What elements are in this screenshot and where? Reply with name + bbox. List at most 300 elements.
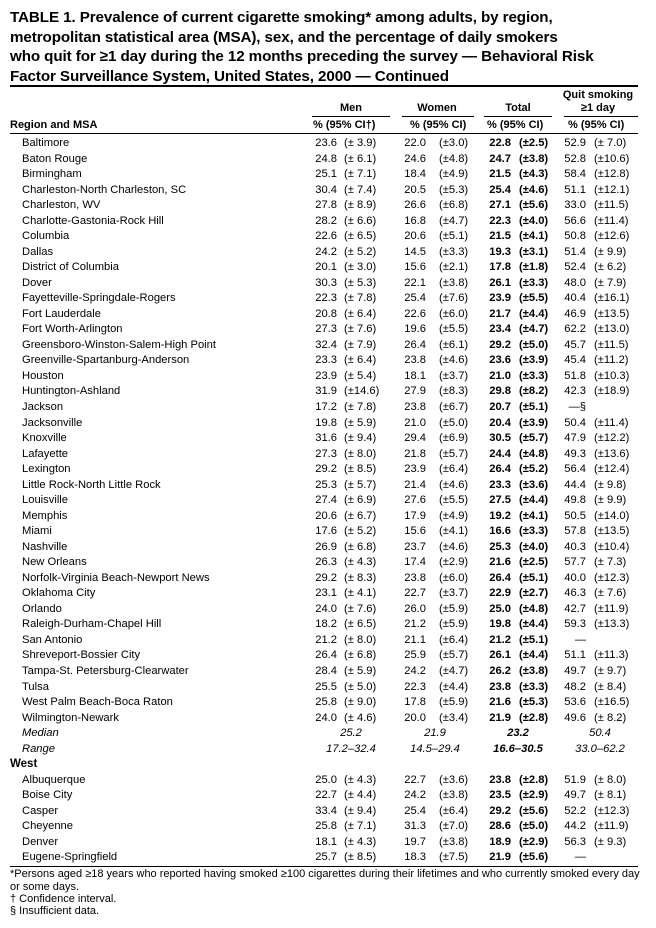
total-ci: (±2.9) — [519, 789, 549, 802]
total-ci: (±5.1) — [519, 571, 549, 584]
table-row — [0, 524, 656, 540]
men-value: 25.1 — [315, 168, 337, 181]
quit-ci: (± 6.2) — [594, 261, 627, 274]
total-ci: (±3.3) — [519, 680, 549, 693]
women-value: 17.8 — [404, 696, 426, 709]
total-value: 28.6 — [489, 820, 511, 833]
quit-ci: (±10.4) — [594, 540, 630, 553]
men-ci: (± 8.9) — [344, 199, 377, 212]
quit-value: 44.4 — [564, 478, 586, 491]
total-value: 19.8 — [489, 618, 511, 631]
men-value: 27.3 — [315, 447, 337, 460]
total-ci: (±4.7) — [519, 323, 549, 336]
table-row — [0, 338, 656, 354]
quit-value: 45.4 — [564, 354, 586, 367]
women-value: 15.6 — [404, 525, 426, 538]
subheader-women: % (95% CI) — [410, 119, 467, 131]
quit-ci: (± 7.9) — [594, 276, 627, 289]
men-ci: (± 6.6) — [344, 214, 377, 227]
row-label: Little Rock-North Little Rock — [22, 478, 161, 491]
quit-value: 50.5 — [564, 509, 586, 522]
men-value: 29.2 — [315, 463, 337, 476]
total-value: 18.9 — [489, 835, 511, 848]
quit-value: 52.9 — [564, 137, 586, 149]
total-value: 29.8 — [489, 385, 511, 398]
total-value: 22.3 — [489, 214, 511, 227]
row-label: Baltimore — [22, 137, 70, 149]
total-value: 26.1 — [489, 649, 511, 662]
quit-ci: (± 7.6) — [594, 587, 627, 600]
row-label: Nashville — [22, 540, 68, 553]
row-label: Louisville — [22, 494, 69, 507]
quit-value: 52.8 — [564, 152, 586, 165]
women-ci: (±4.6) — [439, 478, 469, 491]
total-ci: (±4.0) — [519, 540, 549, 553]
women-value: 18.4 — [404, 168, 426, 181]
bottom-rule — [10, 866, 638, 867]
quit-ci: (± 7.0) — [594, 137, 627, 149]
women-value: 24.2 — [404, 665, 426, 678]
quit-ci: (±12.3) — [594, 571, 630, 584]
women-ci: (±3.8) — [439, 276, 469, 289]
women-value: 25.4 — [404, 292, 426, 305]
men-ci: (± 6.5) — [344, 230, 377, 243]
quit-ci: (±13.5) — [594, 525, 630, 538]
summary-row — [0, 742, 656, 758]
women-value: 27.9 — [404, 385, 426, 398]
row-label: Huntington-Ashland — [22, 385, 121, 398]
total-value: 21.9 — [489, 851, 511, 864]
men-value: 30.4 — [315, 183, 337, 196]
total-ci: (±5.6) — [519, 199, 549, 212]
men-ci: (± 7.6) — [344, 323, 377, 336]
total-ci: (±4.3) — [519, 168, 549, 181]
title-line-4: Factor Surveillance System, United States, 2000 — Continued — [10, 67, 449, 85]
men-value: 26.9 — [315, 540, 337, 553]
women-ci: (±4.1) — [439, 525, 469, 538]
row-label: Greenville-Spartanburg-Anderson — [22, 354, 190, 367]
quit-value: 49.3 — [564, 447, 586, 460]
women-value: 14.5 — [404, 245, 426, 258]
men-ci: (± 9.4) — [344, 432, 377, 445]
total-value: 29.2 — [489, 338, 511, 351]
table-row — [0, 773, 656, 789]
men-value: 25.7 — [315, 851, 337, 864]
men-ci: (± 4.1) — [344, 587, 377, 600]
table-row — [0, 260, 656, 276]
table-row — [0, 276, 656, 292]
total-ci: (±5.1) — [519, 633, 549, 646]
quit-value: 50.8 — [564, 230, 586, 243]
women-ci: (±7.5) — [439, 851, 469, 864]
quit-ci: (±12.4) — [594, 463, 630, 476]
total-ci: (±2.9) — [519, 835, 549, 848]
women-value: 27.6 — [404, 494, 426, 507]
women-value: 22.0 — [404, 137, 426, 149]
subheader-men: % (95% CI†) — [313, 119, 376, 131]
quit-ci: (± 8.1) — [594, 789, 627, 802]
men-value: 23.9 — [315, 369, 337, 382]
total-ci: (±3.3) — [519, 525, 549, 538]
women-ci: (±4.6) — [439, 540, 469, 553]
women-value: 22.7 — [404, 773, 426, 786]
footnote-persons: *Persons aged ≥18 years who reported having smoked ≥100 cigarettes during their lifetimes and who currently smoked every day or some days. — [10, 868, 640, 893]
total-value: 21.0 — [489, 369, 511, 382]
women-ci: (±6.4) — [439, 633, 469, 646]
women-summary: 14.5–29.4 — [410, 742, 460, 755]
row-label: Greensboro-Winston-Salem-High Point — [22, 338, 216, 351]
men-value: 17.2 — [315, 401, 337, 413]
men-ci: (± 9.0) — [344, 696, 377, 709]
total-ci: (±3.3) — [519, 369, 549, 382]
row-label: Jacksonville — [22, 416, 83, 429]
col-header-men: Men — [340, 102, 362, 114]
total-value: 23.4 — [489, 323, 511, 336]
men-value: 23.6 — [315, 137, 337, 149]
table-row — [0, 198, 656, 214]
men-ci: (± 7.6) — [344, 602, 377, 615]
men-ci: (± 5.7) — [344, 478, 377, 491]
men-value: 28.4 — [315, 665, 337, 678]
total-value: 20.4 — [489, 416, 511, 429]
women-value: 15.6 — [404, 261, 426, 274]
total-value: 16.6 — [489, 525, 511, 538]
total-summary: 16.6–30.5 — [493, 742, 543, 755]
row-label: Orlando — [22, 602, 62, 615]
men-ci: (± 7.8) — [344, 292, 377, 305]
women-ci: (±6.4) — [439, 463, 469, 476]
quit-value: 40.0 — [564, 571, 586, 584]
footnote-confidence-interval: † Confidence interval. — [10, 893, 117, 905]
men-ci: (± 5.2) — [344, 245, 377, 258]
total-value: 24.4 — [489, 447, 511, 460]
women-ci: (±4.8) — [439, 152, 469, 165]
women-ci: (±3.3) — [439, 245, 469, 258]
women-ci: (±6.8) — [439, 199, 469, 212]
col-header-quit-line2: ≥1 day — [580, 102, 616, 114]
women-ci: (±4.7) — [439, 665, 469, 678]
quit-value: 53.6 — [564, 696, 586, 709]
quit-value: 51.1 — [564, 649, 586, 662]
row-label: Casper — [22, 804, 59, 817]
total-ci: (±4.4) — [519, 649, 549, 662]
women-ci: (±2.9) — [439, 556, 469, 569]
men-value: 21.2 — [315, 633, 337, 646]
men-value: 22.6 — [315, 230, 337, 243]
total-value: 21.2 — [489, 633, 511, 646]
total-ci: (±8.2) — [519, 385, 549, 398]
quit-ci: (±11.2) — [594, 354, 629, 367]
footnote-insufficient-data: § Insufficient data. — [10, 905, 100, 917]
total-ci: (±2.7) — [519, 587, 549, 600]
men-ci: (± 3.0) — [344, 261, 377, 274]
quit-value: —§ — [568, 401, 586, 413]
title-line-3: who quit for ≥1 day during the 12 months preceding the survey — Behavioral Risk — [10, 48, 594, 66]
men-ci: (± 5.3) — [344, 276, 377, 289]
men-value: 20.1 — [315, 261, 337, 274]
men-value: 19.8 — [315, 416, 337, 429]
table-row — [0, 416, 656, 432]
total-ci: (±5.0) — [519, 820, 549, 833]
total-value: 21.5 — [489, 168, 511, 181]
men-ci: (± 4.3) — [344, 556, 377, 569]
men-value: 24.2 — [315, 245, 337, 258]
quit-value: 56.3 — [564, 835, 586, 848]
quit-ci: (±13.6) — [594, 447, 630, 460]
quit-ci: (±12.8) — [594, 168, 630, 181]
men-ci: (± 6.8) — [344, 540, 377, 553]
table-row — [0, 711, 656, 727]
row-label: Range — [22, 742, 55, 755]
total-ci: (±5.5) — [519, 292, 549, 305]
men-ci: (± 4.4) — [344, 789, 377, 802]
quit-value: 52.2 — [564, 804, 586, 817]
quit-value: 47.9 — [564, 432, 586, 445]
women-ci: (±4.4) — [439, 680, 469, 693]
total-value: 24.7 — [489, 152, 511, 165]
total-value: 25.4 — [489, 183, 511, 196]
table-row — [0, 850, 656, 866]
quit-ci: (± 9.3) — [594, 835, 627, 848]
total-ci: (±3.9) — [519, 416, 549, 429]
women-value: 21.4 — [404, 478, 426, 491]
men-ci: (± 6.8) — [344, 649, 377, 662]
total-value: 23.8 — [489, 773, 511, 786]
men-ci: (± 7.1) — [344, 168, 377, 181]
men-value: 30.3 — [315, 276, 337, 289]
quit-ci: (±14.0) — [594, 509, 630, 522]
total-value: 23.8 — [489, 680, 511, 693]
total-value: 26.4 — [489, 463, 511, 476]
men-ci: (± 7.8) — [344, 401, 377, 413]
table-row — [0, 136, 656, 152]
row-label: Knoxville — [22, 432, 67, 445]
men-value: 25.0 — [315, 773, 337, 786]
quit-value: 49.8 — [564, 494, 586, 507]
row-label: West — [10, 758, 38, 771]
quit-value: 40.3 — [564, 540, 586, 553]
row-label: Boise City — [22, 789, 73, 802]
row-label: Albuquerque — [22, 773, 86, 786]
quit-value: 51.8 — [564, 369, 586, 382]
quit-value: 42.3 — [564, 385, 586, 398]
women-ci: (±5.0) — [439, 416, 469, 429]
men-ci: (± 4.3) — [344, 835, 377, 848]
col-header-quit-line1: Quit smoking — [562, 89, 634, 101]
row-label: Houston — [22, 369, 64, 382]
women-ci: (±5.7) — [439, 649, 469, 662]
quit-ci: (±11.4) — [594, 214, 629, 227]
women-ci: (±4.9) — [439, 168, 469, 181]
quit-value: 44.2 — [564, 820, 586, 833]
quit-ci: (±11.3) — [594, 649, 629, 662]
total-ci: (±4.8) — [519, 447, 549, 460]
total-value: 19.2 — [489, 509, 511, 522]
row-label: Memphis — [22, 509, 68, 522]
women-value: 23.7 — [404, 540, 426, 553]
row-label: Fayetteville-Springdale-Rogers — [22, 292, 176, 305]
col-header-region: Region and MSA — [10, 119, 98, 131]
men-value: 28.2 — [315, 214, 337, 227]
quit-value: 51.9 — [564, 773, 586, 786]
total-ci: (±2.8) — [519, 773, 549, 786]
men-ci: (± 4.6) — [344, 711, 377, 724]
women-ci: (±3.7) — [439, 369, 469, 382]
total-ci: (±2.8) — [519, 711, 549, 724]
total-value: 22.9 — [489, 587, 511, 600]
women-value: 17.4 — [404, 556, 426, 569]
men-value: 26.3 — [315, 556, 337, 569]
quit-value: — — [574, 633, 586, 646]
quit-ci: (±12.6) — [594, 230, 630, 243]
men-value: 31.6 — [315, 432, 337, 445]
table-row — [0, 384, 656, 400]
women-value: 17.9 — [404, 509, 426, 522]
quit-ci: (±13.5) — [594, 307, 630, 320]
table-row — [0, 555, 656, 571]
men-value: 27.8 — [315, 199, 337, 212]
women-ci: (±6.1) — [439, 338, 469, 351]
total-ci: (±3.9) — [519, 354, 549, 367]
table-row — [0, 680, 656, 696]
women-ci: (±6.7) — [439, 401, 469, 413]
women-ci: (±6.4) — [439, 804, 469, 817]
total-value: 29.2 — [489, 804, 511, 817]
total-ci: (±3.6) — [519, 478, 549, 491]
quit-value: 49.7 — [564, 665, 586, 678]
quit-ci: (±10.6) — [594, 152, 630, 165]
women-value: 19.6 — [404, 323, 426, 336]
table-row — [0, 152, 656, 168]
total-ci: (±1.8) — [519, 261, 549, 274]
total-value: 21.7 — [489, 307, 511, 320]
men-ci: (± 7.1) — [344, 820, 377, 833]
men-value: 23.3 — [315, 354, 337, 367]
row-label: District of Columbia — [22, 261, 119, 274]
row-label: Shreveport-Bossier City — [22, 649, 141, 662]
quit-value: 40.4 — [564, 292, 586, 305]
row-label: Cheyenne — [22, 820, 74, 833]
total-ci: (±4.6) — [519, 183, 549, 196]
women-value: 18.3 — [404, 851, 426, 864]
men-ci: (± 9.4) — [344, 804, 377, 817]
table-row — [0, 229, 656, 245]
table-row — [0, 291, 656, 307]
quit-value: 58.4 — [564, 168, 586, 181]
men-value: 24.8 — [315, 152, 337, 165]
men-ci: (± 7.4) — [344, 183, 377, 196]
total-ci: (±3.8) — [519, 152, 549, 165]
total-ci: (±3.8) — [519, 665, 549, 678]
total-value: 25.3 — [489, 540, 511, 553]
women-ci: (±5.9) — [439, 696, 469, 709]
quit-value: 49.6 — [564, 711, 586, 724]
quit-ci: (± 8.4) — [594, 680, 627, 693]
women-value: 22.1 — [404, 276, 426, 289]
total-value: 19.3 — [489, 245, 511, 258]
men-value: 20.8 — [315, 307, 337, 320]
women-ci: (±7.0) — [439, 820, 469, 833]
table-row — [0, 602, 656, 618]
quit-ci: (± 9.9) — [594, 494, 627, 507]
men-value: 24.0 — [315, 602, 337, 615]
table-row — [0, 664, 656, 680]
total-value: 27.1 — [489, 199, 511, 212]
quit-value: 52.4 — [564, 261, 586, 274]
total-ci: (±4.4) — [519, 307, 549, 320]
row-label: Raleigh-Durham-Chapel Hill — [22, 618, 162, 631]
table-row — [0, 167, 656, 183]
row-label: Columbia — [22, 230, 70, 243]
total-ci: (±4.4) — [519, 618, 549, 631]
women-ci: (±6.0) — [439, 571, 469, 584]
quit-value: 48.2 — [564, 680, 586, 693]
men-ci: (± 6.4) — [344, 354, 377, 367]
women-ci: (±6.0) — [439, 307, 469, 320]
row-label: Baton Rouge — [22, 152, 88, 165]
women-value: 19.7 — [404, 835, 426, 848]
men-ci: (± 6.1) — [344, 152, 377, 165]
row-label: Miami — [22, 525, 52, 538]
table-row — [0, 571, 656, 587]
row-label: Lexington — [22, 463, 71, 476]
men-value: 25.3 — [315, 478, 337, 491]
women-value: 22.3 — [404, 680, 426, 693]
table-row — [0, 183, 656, 199]
men-ci: (± 6.5) — [344, 618, 377, 631]
women-value: 25.4 — [404, 804, 426, 817]
women-value: 22.7 — [404, 587, 426, 600]
women-value: 20.6 — [404, 230, 426, 243]
women-ci: (±4.6) — [439, 354, 469, 367]
table-row — [0, 322, 656, 338]
section-row — [0, 757, 656, 773]
quit-ci: (±11.9) — [594, 602, 629, 615]
men-value: 18.2 — [315, 618, 337, 631]
quit-ci: (±13.3) — [594, 618, 630, 631]
table-row — [0, 819, 656, 835]
men-value: 18.1 — [315, 835, 337, 848]
men-ci: (± 5.2) — [344, 525, 377, 538]
total-ci: (±2.5) — [519, 556, 549, 569]
men-ci: (±14.6) — [344, 385, 380, 398]
row-label: Birmingham — [22, 168, 82, 181]
quit-ci: (±13.0) — [594, 323, 630, 336]
women-value: 16.8 — [404, 214, 426, 227]
row-label: Tampa-St. Petersburg-Clearwater — [22, 665, 189, 678]
women-summary: 21.9 — [424, 727, 446, 740]
table-row — [0, 245, 656, 261]
quit-value: 51.1 — [564, 183, 586, 196]
col-header-total: Total — [505, 102, 531, 114]
women-ci: (±6.9) — [439, 432, 469, 445]
women-ci: (±4.7) — [439, 214, 469, 227]
total-ci: (±3.3) — [519, 276, 549, 289]
quit-value: — — [574, 851, 586, 864]
women-ci: (±5.7) — [439, 447, 469, 460]
row-label: Norfolk-Virginia Beach-Newport News — [22, 571, 210, 584]
men-value: 22.3 — [315, 292, 337, 305]
row-label: Fort Worth-Arlington — [22, 323, 123, 336]
quit-ci: (±12.1) — [594, 183, 630, 196]
men-value: 26.4 — [315, 649, 337, 662]
men-value: 32.4 — [315, 338, 337, 351]
quit-value: 42.7 — [564, 602, 586, 615]
quit-ci: (±18.9) — [594, 385, 630, 398]
total-ci: (±2.5) — [519, 137, 549, 149]
total-value: 25.0 — [489, 602, 511, 615]
men-value: 31.9 — [315, 385, 337, 398]
